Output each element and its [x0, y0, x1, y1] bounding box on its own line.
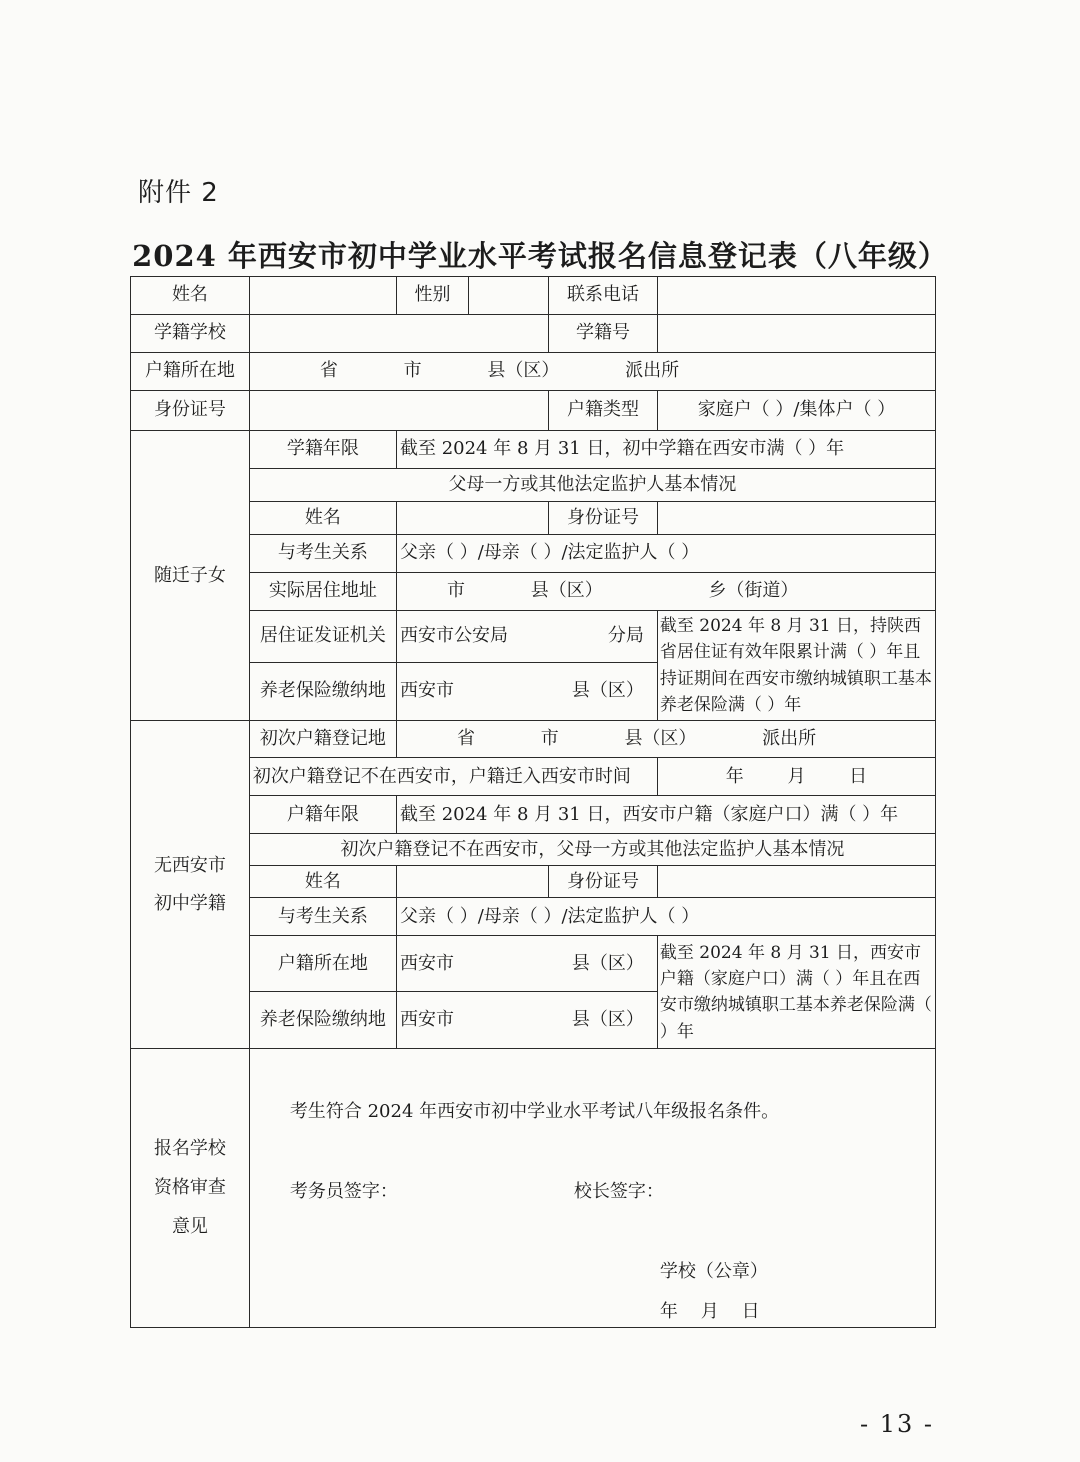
officer-signature[interactable]: 考务员签字：	[289, 1181, 398, 1203]
row-no-record-guardian-name	[131, 866, 936, 898]
migrant-relation-label: 与考生关系	[249, 535, 396, 573]
school-field[interactable]	[249, 315, 548, 353]
row-hukou-location	[131, 353, 936, 391]
row-migrant-relation	[131, 535, 936, 573]
no-record-pension-field[interactable]	[396, 992, 657, 1049]
row-hukou-years	[131, 796, 936, 834]
address-county-text: 县（区）	[530, 580, 603, 602]
city-text: 市	[403, 360, 422, 382]
county-text: 县（区）	[487, 360, 560, 382]
first-reg-label: 初次户籍登记地	[249, 721, 396, 758]
migrant-guardian-id-label: 身份证号	[549, 502, 658, 535]
no-record-label-line1: 无西安市	[153, 855, 226, 877]
migrant-pension-county-text: 县（区）	[571, 680, 644, 702]
permit-label: 居住证发证机关	[249, 611, 396, 663]
row-migrant-guardian-name	[131, 502, 936, 535]
migrant-section-label: 随迁子女	[131, 431, 250, 721]
no-record-guardian-id-field[interactable]	[657, 866, 935, 898]
review-content[interactable]	[249, 1049, 935, 1328]
migrant-pension-label: 养老保险缴纳地	[249, 662, 396, 721]
enroll-years-field[interactable]: 截至 2024 年 8 月 31 日，初中学籍在西安市满（ ）年	[396, 431, 935, 469]
no-record-guardian-header: 初次户籍登记不在西安市，父母一方或其他法定监护人基本情况	[249, 834, 935, 866]
permit-authority-text: 西安市公安局	[399, 625, 508, 647]
registration-form-table	[130, 276, 936, 1328]
review-statement: 考生符合 2024 年西安市初中学业水平考试八年级报名条件。	[289, 1101, 780, 1123]
row-migrant-address	[131, 573, 936, 611]
hukou-location-field[interactable]	[249, 353, 935, 391]
review-label-line3: 意见	[171, 1215, 208, 1237]
branch-text: 分局	[607, 625, 644, 647]
row-no-record-relation	[131, 898, 936, 936]
no-record-section-label	[131, 721, 250, 1049]
no-record-pension-county-text: 县（区）	[571, 1009, 644, 1031]
hukou-location-label: 户籍所在地	[131, 353, 250, 391]
hukou-years-field[interactable]: 截至 2024 年 8 月 31 日，西安市户籍（家庭户口）满（ ）年	[396, 796, 935, 834]
phone-label: 联系电话	[549, 277, 658, 315]
hukou-years-label: 户籍年限	[249, 796, 396, 834]
gender-field[interactable]	[469, 277, 548, 314]
no-record-relation-label: 与考生关系	[249, 898, 396, 936]
migrant-relation-field[interactable]: 父亲（ ）/母亲（ ）/法定监护人（ ）	[396, 535, 935, 573]
hukou-type-label: 户籍类型	[549, 391, 658, 431]
transfer-year-text: 年	[725, 765, 744, 787]
province-text: 省	[319, 360, 338, 382]
row-permit	[131, 611, 936, 663]
no-record-pension-city-text: 西安市	[399, 1009, 454, 1031]
school-seal: 学校（公章）	[659, 1261, 768, 1283]
row-migrant-guardian-header	[131, 469, 936, 502]
no-record-hukou-county-text: 县（区）	[571, 952, 644, 974]
migrant-guardian-id-field[interactable]	[657, 502, 935, 535]
first-reg-field[interactable]	[396, 721, 935, 758]
no-record-relation-field[interactable]: 父亲（ ）/母亲（ ）/法定监护人（ ）	[396, 898, 935, 936]
first-reg-police-text: 派出所	[762, 728, 817, 750]
row-id-hukou-type	[131, 391, 936, 431]
transfer-month-text: 月	[787, 765, 806, 787]
name-label: 姓名	[131, 277, 250, 315]
student-no-label: 学籍号	[549, 315, 658, 353]
migrant-address-field[interactable]	[396, 573, 935, 611]
no-record-hukou-city-text: 西安市	[399, 952, 454, 974]
name-field[interactable]	[249, 277, 396, 315]
school-label: 学籍学校	[131, 315, 250, 353]
first-reg-county-text: 县（区）	[624, 728, 697, 750]
no-record-hukou-label: 户籍所在地	[249, 936, 396, 992]
first-reg-city-text: 市	[540, 728, 559, 750]
address-city-text: 市	[446, 580, 465, 602]
review-date: 年 月 日	[659, 1301, 760, 1323]
review-section-label	[131, 1049, 250, 1328]
transfer-time-field[interactable]	[657, 758, 935, 796]
migrant-pension-city-text: 西安市	[399, 680, 454, 702]
no-record-note: 截至 2024 年 8 月 31 日，西安市户籍（家庭户口）满（ ）年且在西安市缴纳城镇职工基本养老保险满（ ）年	[657, 936, 935, 1049]
row-name-gender-phone	[131, 277, 936, 315]
migrant-note: 截至 2024 年 8 月 31 日，持陕西省居住证有效年限累计满（ ）年且持证期间在西安市缴纳城镇职工基本养老保险满（ ）年	[657, 611, 935, 721]
review-label-line2: 资格审查	[153, 1177, 226, 1199]
police-station-text: 派出所	[625, 360, 680, 382]
transfer-time-label: 初次户籍登记不在西安市，户籍迁入西安市时间	[249, 758, 657, 796]
no-record-guardian-name-label: 姓名	[249, 866, 396, 898]
enroll-years-label: 学籍年限	[249, 431, 396, 469]
row-no-record-hukou	[131, 936, 936, 992]
no-record-guardian-id-label: 身份证号	[549, 866, 658, 898]
form-title: 2024 年西安市初中学业水平考试报名信息登记表（八年级）	[132, 239, 948, 273]
row-enroll-years	[131, 431, 936, 469]
row-first-reg	[131, 721, 936, 758]
id-number-label: 身份证号	[131, 391, 250, 431]
migrant-pension-field[interactable]	[396, 662, 657, 721]
row-no-record-guardian-header	[131, 834, 936, 866]
no-record-hukou-field[interactable]	[396, 936, 657, 992]
principal-signature[interactable]: 校长签字：	[573, 1181, 664, 1203]
no-record-label-line2: 初中学籍	[153, 892, 226, 914]
no-record-pension-label: 养老保险缴纳地	[249, 992, 396, 1049]
page-number: - 13 -	[860, 1410, 935, 1438]
permit-field[interactable]	[396, 611, 657, 663]
migrant-guardian-header: 父母一方或其他法定监护人基本情况	[249, 469, 935, 502]
attachment-label: 附件 2	[138, 178, 219, 208]
address-township-text: 乡（街道）	[708, 580, 799, 602]
row-transfer-time	[131, 758, 936, 796]
transfer-day-text: 日	[849, 765, 868, 787]
migrant-address-label: 实际居住地址	[249, 573, 396, 611]
migrant-guardian-name-label: 姓名	[249, 502, 396, 535]
review-label-line1: 报名学校	[153, 1138, 226, 1160]
migrant-guardian-name-field[interactable]	[396, 502, 548, 535]
no-record-guardian-name-field[interactable]	[396, 866, 548, 898]
first-reg-province-text: 省	[456, 728, 475, 750]
phone-field[interactable]	[657, 277, 935, 315]
gender-label: 性别	[397, 277, 469, 314]
hukou-type-field[interactable]: 家庭户（ ）/集体户（ ）	[657, 391, 935, 431]
row-school	[131, 315, 936, 353]
id-number-field[interactable]	[249, 391, 548, 431]
student-no-field[interactable]	[657, 315, 935, 353]
row-review	[131, 1049, 936, 1328]
